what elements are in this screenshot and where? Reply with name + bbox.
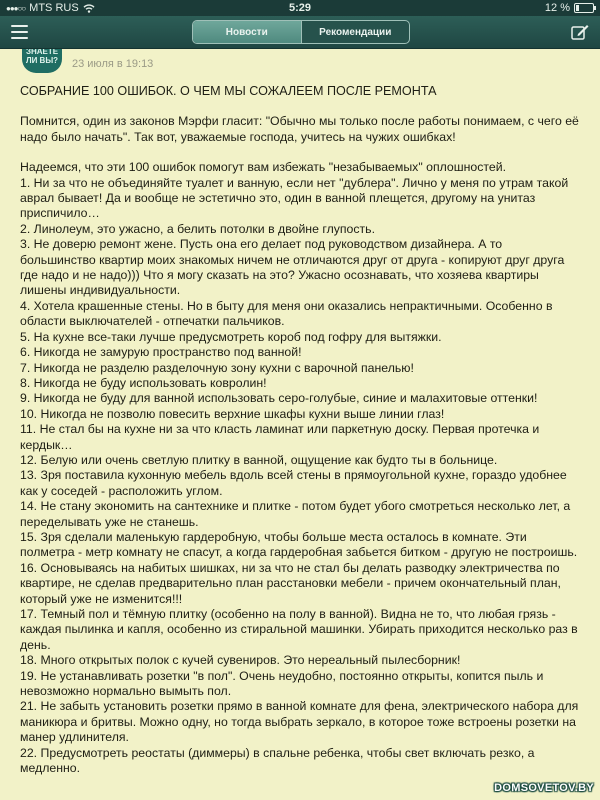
list-item: 4. Хотела крашенные стены. Но в быту для меня они оказались непрактичными. Особенно в области выключателей - отпечатки пальчиков. <box>20 298 553 329</box>
list-item: 8. Никогда не буду использовать ковролин! <box>20 375 267 390</box>
list-item: 13. Зря поставила кухонную мебель вдоль всей стены в прямоугольной кухне, гораздо удобнее как у соседей - расположить углом. <box>20 468 567 498</box>
menu-icon[interactable] <box>11 25 28 39</box>
nav-bar <box>0 16 600 49</box>
list-item: 5. На кухне все-таки лучше предусмотреть короб под гофру для вытяжки. <box>20 329 442 344</box>
list-item: 3. Не доверю ремонт жене. Пусть она его делает под руководством дизайнера. А то большинство квартир моих знакомых ничем не отличаются друг от друга - копируют друг друга где надо и не надо))) Что я могу сказать на это? Ужасно осознавать, что хозяева квартиры лишены индивидуальности. <box>20 237 565 298</box>
post-header <box>0 49 600 77</box>
post-title: СОБРАНИЕ 100 ОШИБОК. О ЧЕМ МЫ СОЖАЛЕЕМ ПОСЛЕ РЕМОНТА <box>20 84 437 98</box>
post-date: 23 июля в 19:13 <box>72 58 154 70</box>
list-item: 2. Линолеум, это ужасно, а белить потолки в двойне глупость. <box>20 221 375 236</box>
list-item: 7. Никогда не разделю разделочную зону кухни с варочной панелью! <box>20 360 414 375</box>
feed-content <box>0 49 600 800</box>
tab-news[interactable]: Новости <box>193 21 302 43</box>
list-item: 1. Ни за что не объединяйте туалет и ванную, если нет "дублера". Лично у меня по утрам такой аврал бывает! Да и вообще не эстетично это, один в ванной плещется, другому на унитаз приспичило… <box>20 175 569 221</box>
list-item: 21. Не забыть установить розетки прямо в ванной комнате для фена, электрического набора для маникюра и бритвы. Можно одну, но тогда выбрать зеркало, в которое тоже встроены розетки на манер удлинителя. <box>20 699 579 745</box>
site-watermark: DOMSOVETOV.BY <box>494 782 594 794</box>
carrier-name: MTS RUS <box>29 2 79 14</box>
list-item: 18. Много открытых полок с кучей сувениров. Это нереальный пылесборник! <box>20 653 461 668</box>
list-item: 14. Не стану экономить на сантехнике и плитке - потом будет убого смотреться несколько лет, а переделывать уже не станешь. <box>20 499 571 529</box>
list-item: 22. Предусмотреть реостаты (диммеры) в спальне ребенка, чтобы свет включать резко, а медленно. <box>20 745 535 776</box>
battery-group <box>545 2 594 14</box>
post-intro: Помнится, один из законов Мэрфи гласит: "Обычно мы только после работы понимаем, с чего её надо было начать". Так вот, уважаемые господа, учитесь на чужих ошибках! <box>20 114 579 144</box>
group-avatar[interactable]: ЗНАЕТЕ ЛИ ВЫ? <box>22 49 62 73</box>
post-body <box>0 84 600 776</box>
tab-recommendations[interactable]: Рекомендации <box>319 26 392 38</box>
list-item: 17. Темный пол и тёмную плитку (особенно на полу в ванной). Видна не то, что любая грязь - каждая пылинка и капля, особенно из стиральной машинки. Убирать приходится несколько раз в день. <box>20 607 578 652</box>
status-bar <box>0 0 600 16</box>
post-lead: Надеемся, что эти 100 ошибок помогут вам избежать "незабываемых" оплошностей. <box>20 160 507 175</box>
segmented-tabs <box>192 20 410 44</box>
list-item: 6. Никогда не замурую пространство под ванной! <box>20 345 302 360</box>
list-item: 15. Зря сделали маленькую гардеробную, чтобы больше места осталось в комнате. Эти полметра - метр комнату не спасут, а когда гардеробная забьется битком - другую не построишь. <box>20 529 578 560</box>
clock: 5:29 <box>288 2 312 14</box>
compose-icon[interactable] <box>571 24 589 40</box>
signal-strength-icon: ●●●○○ <box>6 3 26 13</box>
list-item: 9. Никогда не буду для ванной использовать серо-голубые, синие и малахитовые оттенки! <box>20 391 538 406</box>
list-item: 19. Не устанавливать розетки "в пол". Очень неудобно, постоянно открыты, копится пыль и невозможно нормально вымыть пол. <box>20 668 544 699</box>
list-item: 16. Основываясь на набитых шишках, ни за что не стал бы делать разводку электричества по квартире, не сделав предварительно план расстановки мебели - причем окончательный план, который уже не изменится!!! <box>20 560 561 606</box>
list-item: 10. Никогда не позволю повесить верхние шкафы кухни выше линии глаз! <box>20 406 445 421</box>
list-item: 11. Не стал бы на кухне ни за что класть ламинат или паркетную доску. Первая протечка и кердык… <box>20 422 540 452</box>
list-item: 12. Белую или очень светлую плитку в ванной, ощущение как будто ты в больнице. <box>20 452 498 467</box>
battery-percent: 12 % <box>544 2 570 14</box>
battery-icon <box>574 3 594 13</box>
